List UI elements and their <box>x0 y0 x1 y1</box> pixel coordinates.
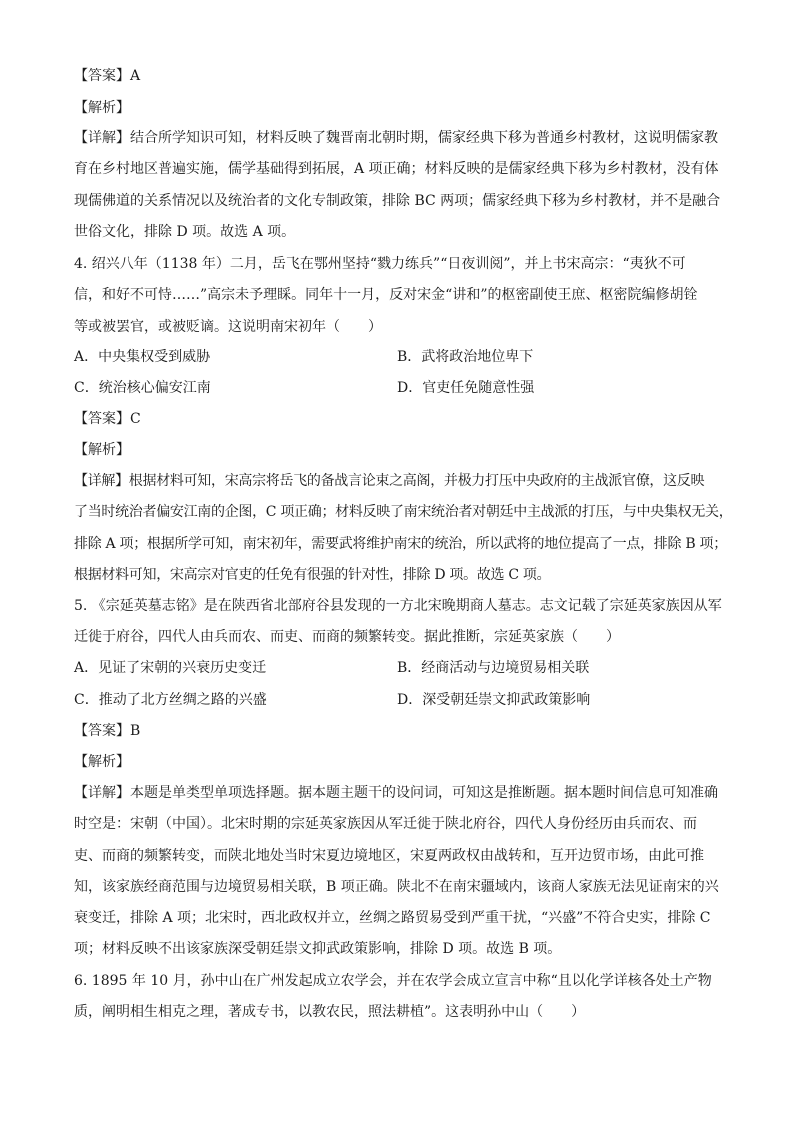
q4-option-b: B．武将政治地位卑下 <box>397 349 534 365</box>
q5-stem-line: 迁徙于府谷，四代人由兵而农、而吏、而商的频繁转变。据此推断，宗延英家族（ ） <box>74 629 620 646</box>
q4-option-d: D．官吏任免随意性强 <box>397 380 535 396</box>
q5-detail-line: 知，该家族经商范围与边境贸易相关联，B 项正确。陕北不在南宋疆域内，该商人家族无法见证南宋的兴 <box>74 878 719 895</box>
q3-detail-line: 育在乡村地区普遍实施，儒学基础得到拓展，A 项正确；材料反映的是儒家经典下移为乡村教材，没有体 <box>74 161 719 178</box>
q4-answer: 【答案】C <box>74 411 141 427</box>
q5-option-d: D．深受朝廷崇文抑武政策影响 <box>397 692 591 708</box>
q4-stem-line: 信，和好不可恃……”高宗未予理睬。同年十一月，反对宋金“讲和”的枢密副使王庶、枢密院编修胡铨 <box>74 287 698 304</box>
q4-stem <box>74 249 726 343</box>
q3-detail-line: 世俗文化，排除 D 项。故选 A 项。 <box>74 223 296 240</box>
q4-stem-line: 4. 绍兴八年（1138 年）二月，岳飞在鄂州坚持“戮力练兵”“日夜训阅”，并上书宋高宗：“夷狄不可 <box>74 256 686 272</box>
q6-stem-line: 6. 1895 年 10 月，孙中山在广州发起成立农学会，并在农学会成立宣言中称“且以化学详核各处土产物 <box>74 973 712 989</box>
q4-detail-line: 了当时统治者偏安江南的企图，C 项正确；材料反映了南宋统治者对朝廷中主战派的打压，与中央集权无关， <box>74 504 733 521</box>
q5-detail-line: 项；材料反映不出该家族深受朝廷崇文抑武政策影响，排除 D 项。故选 B 项。 <box>74 941 562 958</box>
q4-detail-line: 【详解】根据材料可知，宋高宗将岳飞的备战言论束之高阁，并极力打压中央政府的主战派官僚，这反映 <box>74 473 705 489</box>
q4-detail-line: 根据材料可知，宋高宗对官吏的任免有很强的针对性，排除 D 项。故选 C 项。 <box>74 566 551 583</box>
q3-analysis-heading: 【解析】 <box>74 100 130 116</box>
q3-answer: 【答案】A <box>74 68 141 84</box>
q4-option-a: A．中央集权受到威胁 <box>74 349 211 365</box>
q4-analysis-heading: 【解析】 <box>74 442 130 458</box>
q5-detail <box>74 778 726 966</box>
q6-stem <box>74 966 726 1029</box>
q5-option-a: A．见证了宋朝的兴衰历史变迁 <box>74 660 267 676</box>
q3-detail-line: 现儒佛道的关系情况以及统治者的文化专制政策，排除 BC 两项；儒家经典下移为乡村教材，并不是融合 <box>74 192 721 209</box>
q5-detail-line: 衰变迁，排除 A 项；北宋时，西北政权并立，丝绸之路贸易受到严重干扰，“兴盛”不符合史实，排除 C <box>74 910 711 927</box>
q6-stem-line: 质，阐明相生相克之理，著成专书，以教农民，照法耕植”。这表明孙中山（ ） <box>74 1004 586 1021</box>
q5-option-c: C．推动了北方丝绸之路的兴盛 <box>74 692 267 708</box>
q3-detail <box>74 123 726 248</box>
q4-stem-line: 等或被罢官，或被贬谪。这说明南宋初年（ ） <box>74 318 382 335</box>
q5-analysis-heading: 【解析】 <box>74 754 130 770</box>
q5-detail-line: 时空是：宋朝（中国）。北宋时期的宗延英家族因从军迁徙于陕北府谷，四代人身份经历由兵而农、而 <box>74 816 697 833</box>
q5-detail-line: 吏、而商的频繁转变，而陕北地处当时宋夏边境地区，宋夏两政权由战转和，互开边贸市场，由此可推 <box>74 847 704 864</box>
q3-detail-line: 【详解】结合所学知识可知，材料反映了魏晋南北朝时期，儒家经典下移为普通乡村教材，这说明儒家教 <box>74 130 718 146</box>
q5-option-b: B．经商活动与边境贸易相关联 <box>397 660 590 676</box>
q4-option-c: C．统治核心偏安江南 <box>74 380 211 396</box>
q4-detail <box>74 466 733 591</box>
q5-stem-line: 5. 《宗延英墓志铭》是在陕西省北部府谷县发现的一方北宋晚期商人墓志。志文记载了宗延英家族因从军 <box>74 598 722 614</box>
q5-stem <box>74 591 726 654</box>
q5-detail-line: 【详解】本题是单类型单项选择题。据本题主题干的设问词，可知这是推断题。据本题时间信息可知准确 <box>74 785 718 801</box>
q4-detail-line: 排除 A 项；根据所学可知，南宋初年，需要武将维护南宋的统治，所以武将的地位提高了一点，排除 B 项； <box>74 535 727 552</box>
q5-answer: 【答案】B <box>74 723 141 739</box>
